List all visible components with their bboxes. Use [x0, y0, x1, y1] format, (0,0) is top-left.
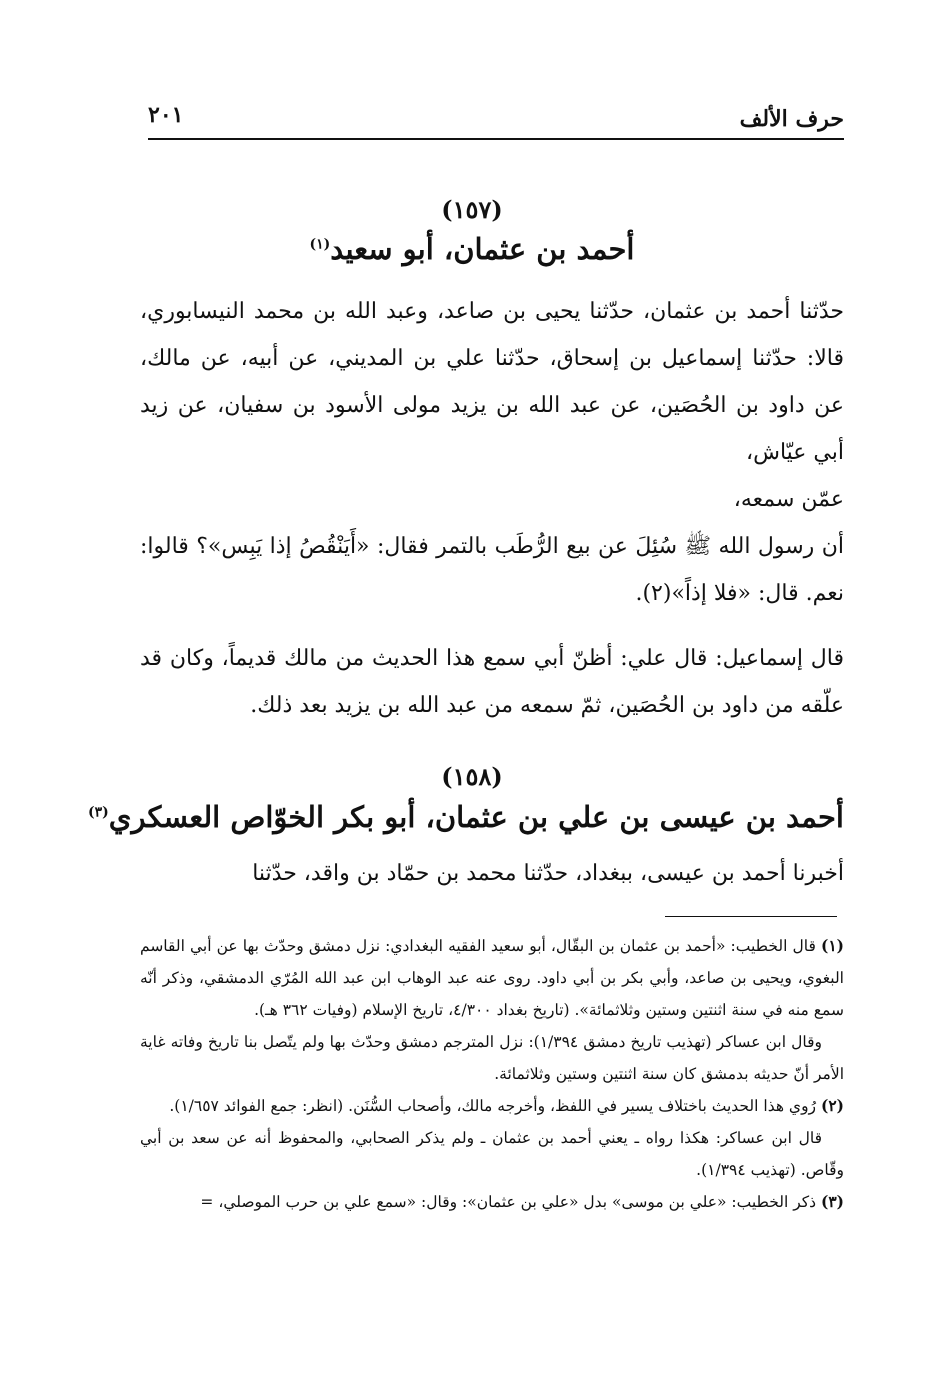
entry-title-text: أحمد بن عيسى بن علي بن عثمان، أبو بكر الخوّاص العسكري: [108, 800, 844, 834]
footnotes: [140, 930, 844, 1218]
entry-title: [100, 232, 844, 266]
footnote: [140, 1186, 844, 1218]
footnote-number: (٣): [820, 1192, 844, 1211]
paragraph: عمّن سمعه،: [733, 487, 844, 512]
footnote-continuation: [140, 1026, 844, 1090]
footnote: [140, 930, 844, 1026]
footnote-text: قال الخطيب: «أحمد بن عثمان بن البقّال، أبو سعيد الفقيه البغدادي: نزل دمشق وحدّث بها عن أبي القاسم البغوي، ويحيى بن صاعد، وأبي بكر بن أبي داود. روى عنه عبد الوهاب ابن عبد الله المُرّي الدمشقي، وذكر أنّه سمع منه في سنة اثنتين وستين وثلاثمائة». (تاريخ بغداد ٤/٣٠٠، تاريخ الإسلام (وفيات ٣٦٢ هـ).: [140, 937, 844, 1019]
running-title: حرف الألف: [739, 106, 844, 132]
entry-number: (١٥٨): [441, 762, 503, 791]
entry-title-text: أحمد بن عثمان، أبو سعيد: [330, 232, 635, 266]
entry-number: (١٥٧): [441, 195, 503, 224]
footnote-ref: (١): [309, 236, 331, 253]
entry-title: [87, 800, 844, 834]
footnote-text: قال ابن عساكر: هكذا رواه ـ يعني أحمد بن عثمان ـ ولم يذكر الصحابي، والمحفوظ أنه عن سعد بن أبي وقّاص. (تهذيب ١/٣٩٤).: [140, 1129, 844, 1179]
paragraph: أخبرنا أحمد بن عيسى، ببغداد، حدّثنا محمد بن حمّاد بن واقد، حدّثنا: [252, 861, 844, 886]
page-number: ٢٠١: [148, 102, 184, 128]
footnote: [140, 1090, 844, 1122]
footnote-text: ذكر الخطيب: «علي بن موسى» بدل «علي بن عثمان»: وقال: «سمع علي بن حرب الموصلي، =: [200, 1193, 817, 1211]
footnote-text: رُوي هذا الحديث باختلاف يسير في اللفظ، وأخرجه مالك، وأصحاب السُّنَن. (انظر: جمع الفوائد ١/٦٥٧).: [169, 1097, 817, 1115]
paragraph: أن رسول الله ﷺ سُئِلَ عن بيع الرُّطَب بالتمر فقال: «أَيَنْقُصُ إذا يَبِس»؟ قالوا: نعم. قال: «فلا إذاً»(٢).: [140, 534, 844, 606]
paragraph: حدّثنا أحمد بن عثمان، حدّثنا يحيى بن صاعد، وعبد الله بن محمد النيسابوري، قالا: حدّثنا إسماعيل بن إسحاق، حدّثنا علي بن المديني، عن أبيه، عن مالك، عن داود بن الحُصَين، عن عبد الله بن يزيد مولى الأسود بن سفيان، عن زيد أبي عيّاش،: [140, 299, 844, 465]
footnote-number: (٢): [820, 1096, 844, 1115]
footnote-divider: [665, 916, 837, 917]
entry-body: [140, 850, 844, 897]
entry-body: [140, 288, 844, 729]
footnote-ref: (٣): [87, 804, 109, 821]
footnote-continuation: [140, 1122, 844, 1186]
footnote-text: وقال ابن عساكر (تهذيب تاريخ دمشق ١/٣٩٤): نزل المترجم دمشق وحدّث بها ولم يتّصل بنا تاريخ وفاته غاية الأمر أنّ حديثه بدمشق كان سنة اثنتين وستين وثلاثمائة.: [140, 1033, 844, 1083]
paragraph: قال إسماعيل: قال علي: أظنّ أبي سمع هذا الحديث من مالك قديماً، وكان قد علّقه من داود بن الحُصَين، ثمّ سمعه من عبد الله بن يزيد بعد ذلك.: [140, 646, 844, 718]
footnote-number: (١): [820, 936, 844, 955]
page-header: [148, 100, 844, 140]
